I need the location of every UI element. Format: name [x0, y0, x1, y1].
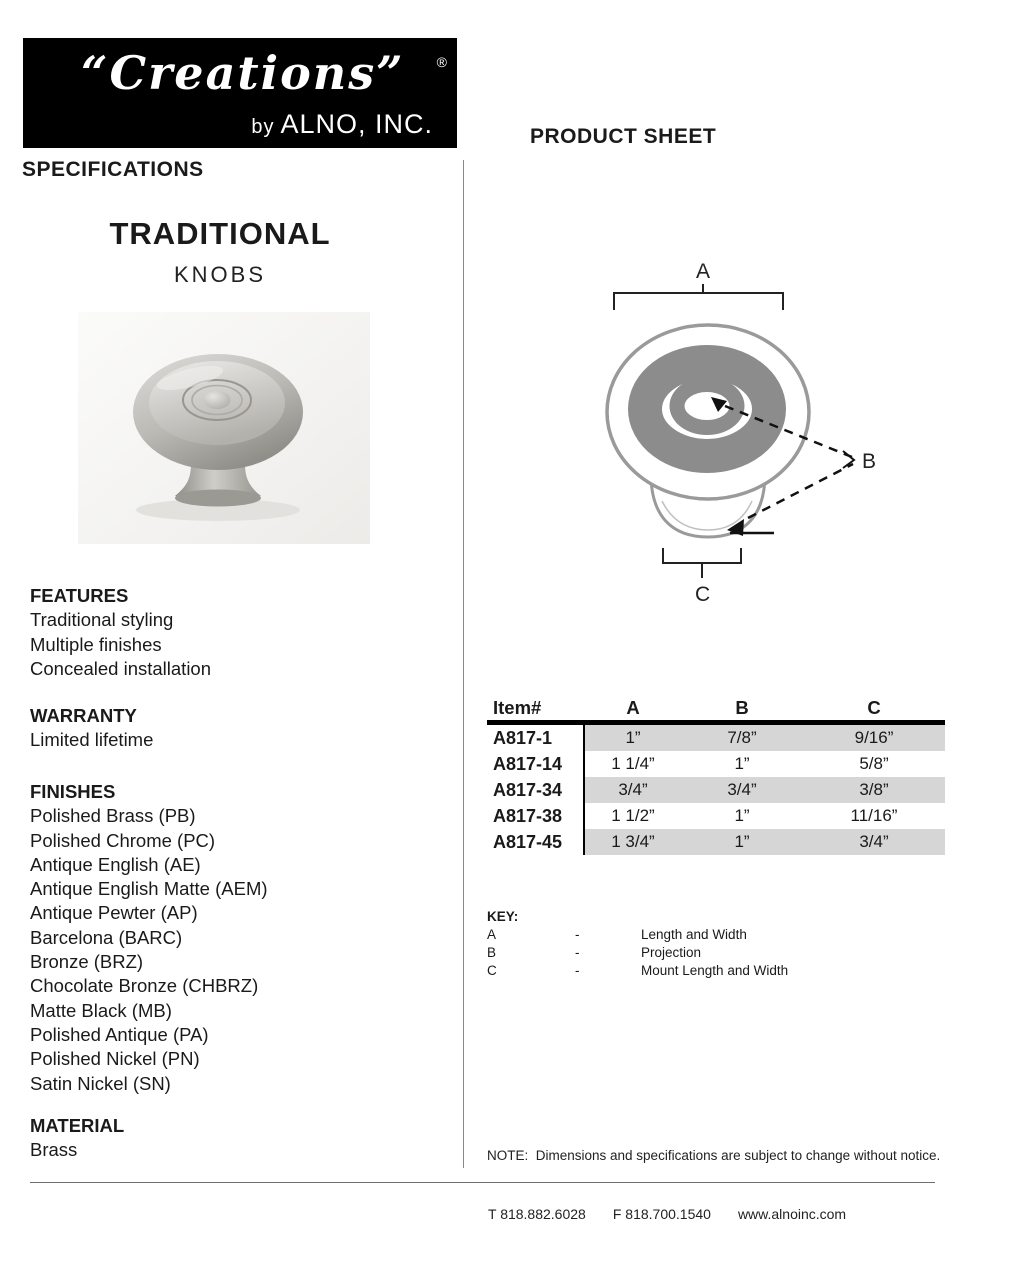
finish-item: Antique Pewter (AP): [30, 902, 198, 924]
product-title: TRADITIONAL: [109, 216, 331, 251]
warranty-item: Limited lifetime: [30, 729, 154, 751]
dim-c: 9/16”: [803, 725, 945, 751]
table-row: [487, 725, 945, 751]
table-row: [487, 777, 945, 803]
dim-b: 1”: [734, 806, 750, 825]
specifications-heading: SPECIFICATIONS: [22, 158, 204, 181]
item-number: A817-34: [487, 777, 585, 803]
key-description: Mount Length and Width: [641, 963, 789, 978]
dim-c: 3/8”: [803, 777, 945, 803]
key-code: B: [487, 945, 497, 960]
product-subtitle: KNOBS: [173, 262, 267, 287]
finish-item: Polished Brass (PB): [30, 805, 196, 827]
key-row: [487, 962, 788, 980]
brand-by-text: by: [251, 116, 275, 138]
key-row: [487, 944, 788, 962]
diagram-label-c: C: [695, 583, 711, 606]
finish-item: Matte Black (MB): [30, 999, 172, 1021]
material-heading: MATERIAL: [30, 1115, 125, 1136]
finish-item: Polished Chrome (PC): [30, 829, 216, 851]
dim-c: 3/4”: [803, 829, 945, 855]
key-separator: -: [575, 927, 580, 942]
registered-trademark-symbol: ®: [436, 54, 447, 70]
key-code: A: [487, 927, 497, 942]
column-header-item: Item#: [493, 697, 542, 718]
table-row: [487, 829, 945, 855]
dimension-diagram: [560, 248, 920, 613]
dim-a: 1 1/4”: [611, 754, 655, 773]
footer-fax: F 818.700.1540: [612, 1206, 711, 1222]
diagram-label-b: B: [862, 450, 877, 473]
dimensions-table: [487, 696, 945, 855]
item-number: A817-1: [487, 725, 585, 751]
dim-c: 11/16”: [850, 806, 898, 825]
column-header-c: C: [867, 697, 881, 718]
column-header-a: A: [626, 697, 640, 718]
key-row: [487, 926, 788, 944]
dim-a: 1 3/4”: [585, 829, 681, 855]
diagram-label-a: A: [696, 260, 711, 283]
disclaimer-note: NOTE: Dimensions and specifications are subject to change without notice.: [487, 1148, 941, 1163]
table-row: [487, 751, 945, 777]
brand-logo: [23, 38, 457, 148]
table-row: [487, 803, 945, 829]
material-section: [30, 1114, 124, 1163]
dim-b: 3/4”: [681, 777, 803, 803]
warranty-heading: WARRANTY: [30, 705, 137, 726]
finish-item: Satin Nickel (SN): [30, 1072, 171, 1094]
finish-item: Antique English Matte (AEM): [30, 878, 268, 900]
dim-c: 5/8”: [859, 754, 889, 773]
dim-b: 1”: [734, 754, 750, 773]
knob-photo-illustration: [78, 312, 370, 544]
key-description: Projection: [641, 945, 702, 960]
finishes-heading: FINISHES: [30, 781, 116, 802]
finish-item: Antique English (AE): [30, 853, 201, 875]
product-sheet-heading: PRODUCT SHEET: [530, 125, 717, 148]
dim-b: 7/8”: [681, 725, 803, 751]
features-heading: FEATURES: [30, 585, 129, 606]
finish-item: Barcelona (BARC): [30, 926, 183, 948]
finish-item: Chocolate Bronze (CHBRZ): [30, 975, 259, 997]
brand-script-wordmark: “Creations”: [81, 46, 405, 100]
product-title-block: [60, 216, 380, 288]
key-separator: -: [575, 945, 580, 960]
key-code: C: [487, 963, 497, 978]
features-section: [30, 584, 211, 681]
finish-item: Bronze (BRZ): [30, 951, 144, 973]
column-header-b: B: [735, 697, 749, 718]
dim-a: 3/4”: [585, 777, 681, 803]
item-number: A817-14: [487, 751, 585, 777]
dim-a: 1”: [585, 725, 681, 751]
finish-item: Polished Nickel (PN): [30, 1048, 200, 1070]
footer-divider: [30, 1182, 935, 1183]
brand-company-name: ALNO, INC.: [280, 109, 433, 139]
feature-item: Multiple finishes: [30, 633, 162, 655]
footer-contact: [488, 1206, 846, 1222]
brand-company-line: [251, 109, 433, 140]
item-number: A817-45: [487, 829, 585, 855]
item-number: A817-38: [487, 803, 585, 829]
vertical-divider: [463, 160, 464, 1168]
key-separator: -: [575, 963, 580, 978]
finishes-section: [30, 780, 268, 1096]
product-photo-knob: [78, 312, 370, 544]
feature-item: Traditional styling: [30, 609, 174, 631]
feature-item: Concealed installation: [30, 657, 212, 679]
knob-dimension-drawing: [560, 248, 920, 613]
warranty-section: [30, 704, 153, 753]
key-legend: [487, 908, 788, 980]
key-description: Length and Width: [641, 927, 747, 942]
dim-a: 1 1/2”: [611, 806, 655, 825]
material-item: Brass: [30, 1139, 78, 1161]
finish-item: Polished Antique (PA): [30, 1023, 209, 1045]
table-header-row: [487, 696, 945, 725]
dim-b: 1”: [681, 829, 803, 855]
footer-website: www.alnoinc.com: [737, 1206, 847, 1222]
footer-phone: T 818.882.6028: [488, 1206, 586, 1222]
key-heading: KEY:: [487, 909, 519, 924]
